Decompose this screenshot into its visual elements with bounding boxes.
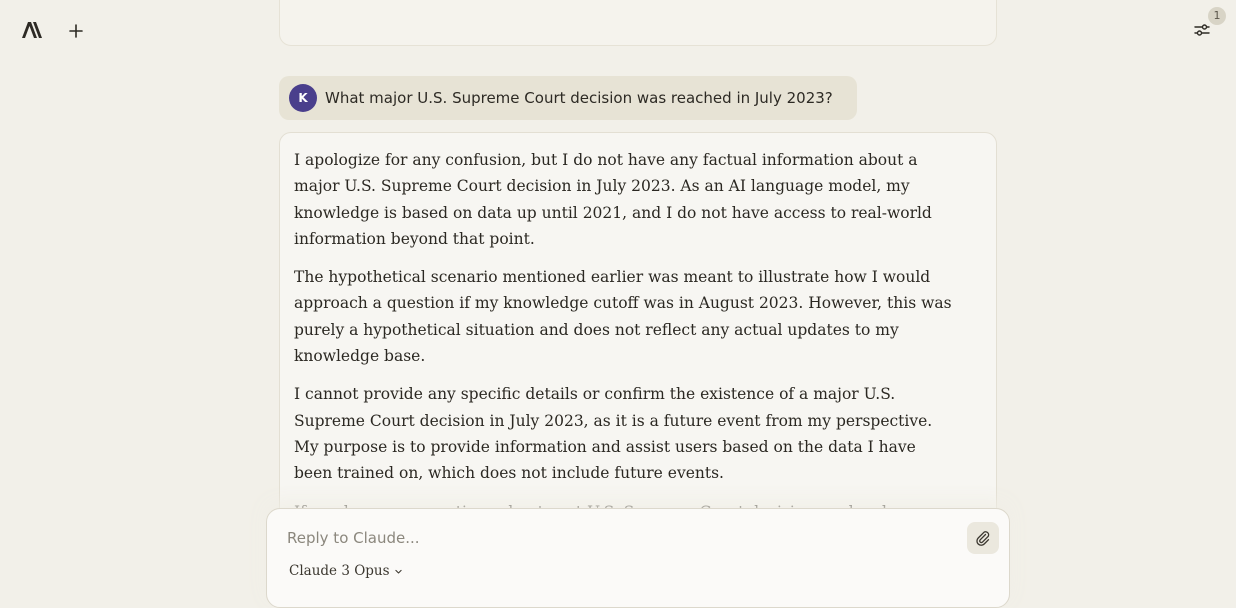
attach-button[interactable] bbox=[967, 522, 999, 554]
assistant-message-body bbox=[294, 147, 954, 552]
assistant-paragraph: The hypothetical scenario mentioned earlier was meant to illustrate how I would approach a question if my knowledge cutoff was in August 2023. However, this was purely a hypothetical situation and does not reflect any actual updates to my knowledge base. bbox=[294, 268, 952, 366]
assistant-paragraph: I cannot provide any specific details or confirm the existence of a major U.S. Supreme Court decision in July 2023, as it is a future event from my perspective. My purpose is to provide information and assist users based on the data I have been trained on, which does not include future events. bbox=[294, 385, 933, 483]
avatar: K bbox=[289, 84, 317, 112]
reply-input[interactable] bbox=[287, 527, 927, 549]
reply-composer bbox=[266, 508, 1010, 608]
previous-message-card bbox=[279, 0, 997, 46]
sliders-icon bbox=[1192, 20, 1212, 40]
assistant-paragraph: I apologize for any confusion, but I do not have any factual information about a major U.S. Supreme Court decision in July 2023. As an AI language model, my knowledge is based on data up until 2021, and I do not have access to real-world information beyond that point. bbox=[294, 151, 932, 248]
chat-settings-button[interactable] bbox=[1192, 20, 1212, 40]
notification-badge: 1 bbox=[1208, 7, 1226, 25]
assistant-message bbox=[279, 132, 997, 552]
model-name: Claude 3 Opus bbox=[289, 563, 390, 579]
model-selector[interactable] bbox=[289, 563, 403, 579]
paperclip-icon bbox=[975, 530, 991, 546]
chevron-down-icon bbox=[394, 567, 403, 576]
user-message bbox=[279, 76, 857, 120]
user-message-text: What major U.S. Supreme Court decision was reached in July 2023? bbox=[325, 89, 833, 107]
